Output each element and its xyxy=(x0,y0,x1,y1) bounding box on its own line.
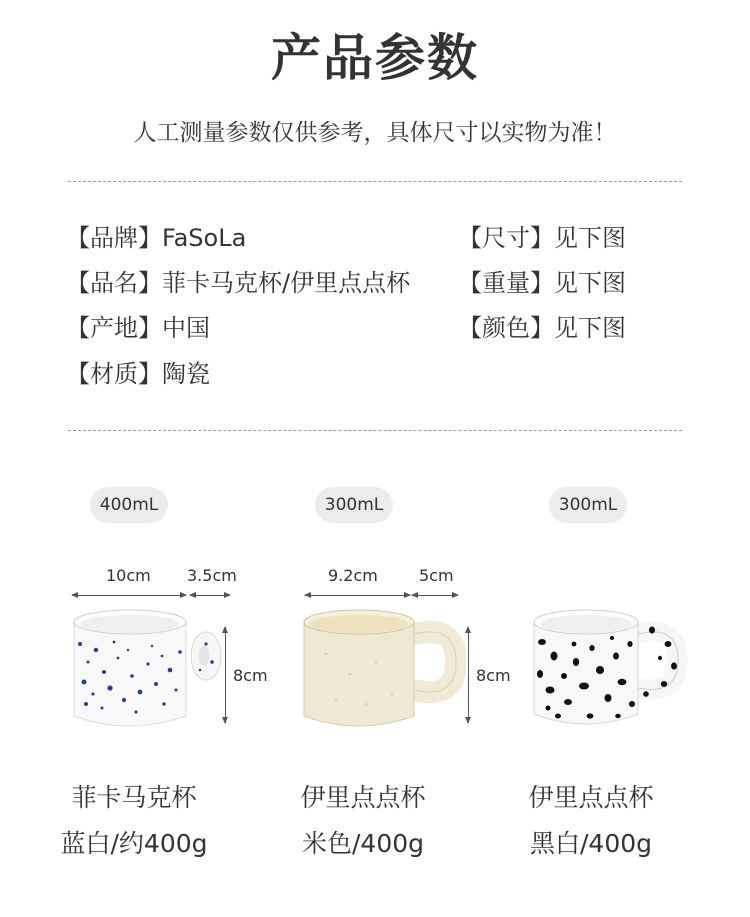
capacity-badge: 300mL xyxy=(549,487,627,523)
spec-material xyxy=(66,359,210,389)
handle-width-label: 5cm xyxy=(419,566,454,585)
capacity-badge: 300mL xyxy=(315,487,393,523)
spec-label: 【品牌】 xyxy=(66,224,162,252)
product-name: 伊里点点杯 xyxy=(528,783,654,812)
top-divider xyxy=(68,181,682,182)
height-label: 8cm xyxy=(233,666,268,685)
capacity-badge: 400mL xyxy=(90,487,168,523)
product-name: 菲卡马克杯 xyxy=(71,783,197,812)
product-detail: 蓝白/约400g xyxy=(60,829,208,858)
spec-value: 陶瓷 xyxy=(162,360,210,388)
width-label: 9.2cm xyxy=(328,566,378,585)
blue-speckled-mug-image xyxy=(66,604,226,734)
spec-product-name xyxy=(66,268,410,298)
black-dot-mug-image xyxy=(528,604,688,734)
spec-label: 【产地】 xyxy=(66,314,162,342)
handle-arrow xyxy=(190,595,230,596)
spec-size xyxy=(458,223,626,253)
handle-arrow xyxy=(412,595,458,596)
page-subtitle: 人工测量参数仅供参考，具体尺寸以实物为准！ xyxy=(133,120,617,146)
width-arrow xyxy=(72,595,186,596)
height-label: 8cm xyxy=(476,666,511,685)
spec-origin xyxy=(66,313,210,343)
handle-width-label: 3.5cm xyxy=(187,566,237,585)
width-label: 10cm xyxy=(106,566,151,585)
spec-label: 【品名】 xyxy=(66,269,162,297)
spec-brand xyxy=(66,223,246,253)
spec-label: 【重量】 xyxy=(458,269,554,297)
spec-weight xyxy=(458,268,626,298)
beige-dot-mug-image xyxy=(296,604,466,734)
product-name: 伊里点点杯 xyxy=(300,783,426,812)
height-arrow xyxy=(468,627,469,723)
width-arrow xyxy=(305,595,410,596)
spec-color xyxy=(458,313,626,343)
spec-value: 见下图 xyxy=(554,269,626,297)
product-detail: 米色/400g xyxy=(301,829,424,858)
bottom-divider xyxy=(68,430,682,431)
spec-value: 见下图 xyxy=(554,314,626,342)
product-detail: 黑白/400g xyxy=(529,829,652,858)
spec-value: FaSoLa xyxy=(162,224,247,252)
spec-label: 【颜色】 xyxy=(458,314,554,342)
spec-value: 菲卡马克杯/伊里点点杯 xyxy=(162,269,411,297)
spec-label: 【材质】 xyxy=(66,360,162,388)
spec-value: 见下图 xyxy=(554,224,626,252)
page-title: 产品参数 xyxy=(271,29,479,87)
spec-value: 中国 xyxy=(162,314,210,342)
spec-label: 【尺寸】 xyxy=(458,224,554,252)
